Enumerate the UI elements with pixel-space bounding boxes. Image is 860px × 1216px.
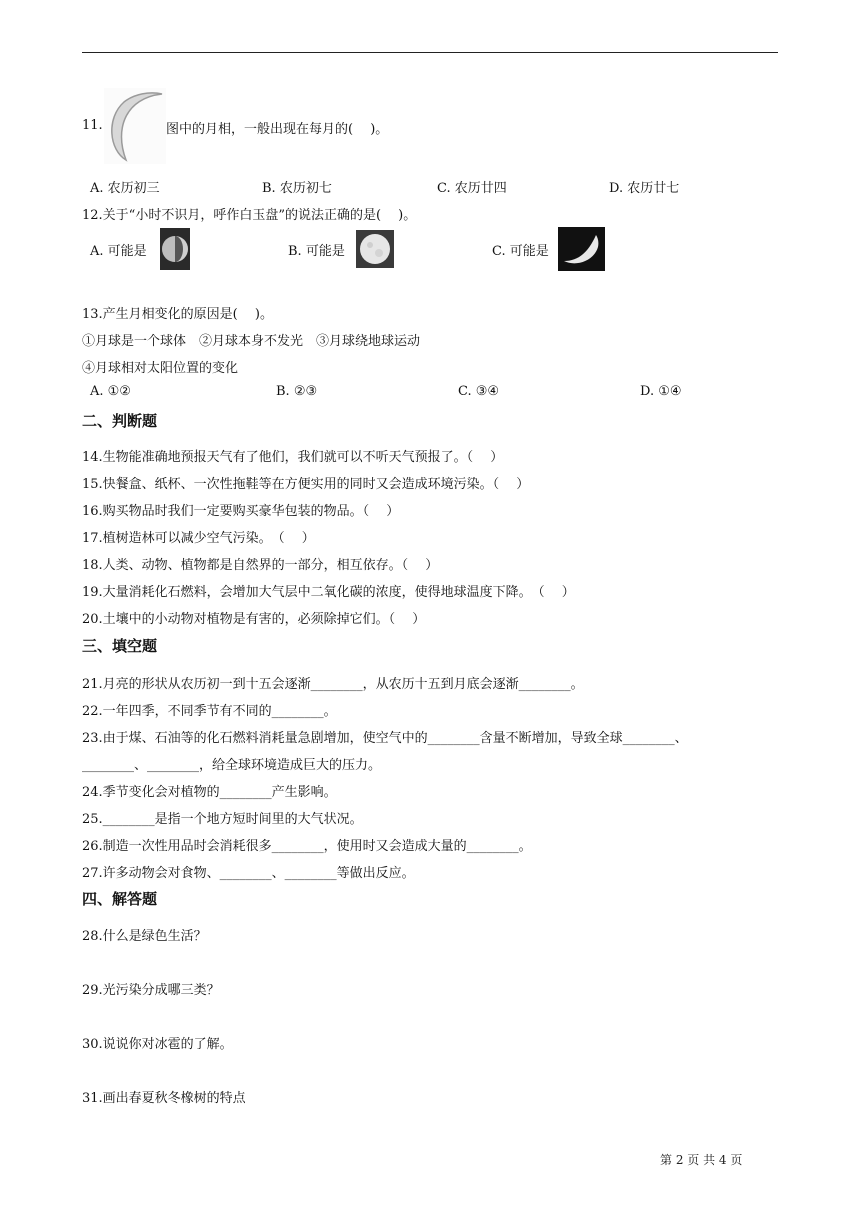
full-moon-image [356, 230, 394, 268]
judge-item-14: 14.生物能准确地预报天气有了他们，我们就可以不听天气预报了。（ ） [82, 450, 504, 465]
fill-item-21: 21.月亮的形状从农历初一到十五会逐渐________，从农历十五到月底会逐渐________。 [82, 677, 584, 692]
fill-item-24: 24.季节变化会对植物的________产生影响。 [82, 785, 337, 800]
crescent-moon-image [104, 88, 166, 164]
q11-option-b[interactable]: B. 农历初七 [262, 181, 332, 196]
fill-item-26: 26.制造一次性用品时会消耗很多________，使用时又会造成大量的________。 [82, 839, 532, 854]
judge-item-20: 20.土壤中的小动物对植物是有害的，必须除掉它们。（ ） [82, 612, 426, 627]
answer-item-31: 31.画出春夏秋冬橡树的特点 [82, 1091, 246, 1106]
q11-option-a[interactable]: A. 农历初三 [90, 181, 160, 196]
section2-title: 二、判断题 [82, 412, 158, 430]
q11-number: 11. [82, 118, 103, 133]
judge-item-19: 19.大量消耗化石燃料，会增加大气层中二氧化碳的浓度，使得地球温度下降。 （ ） [82, 585, 575, 600]
header-rule [82, 52, 778, 53]
q11-option-c[interactable]: C. 农历廿四 [437, 181, 507, 196]
answer-item-29: 29.光污染分成哪三类？ [82, 983, 220, 998]
fill-item-23-continued: ________、________，给全球环境造成巨大的压力。 [82, 758, 382, 773]
q12-option-b[interactable]: B. 可能是 [288, 244, 345, 259]
answer-item-30: 30.说说你对冰雹的了解。 [82, 1037, 233, 1052]
q13-option-a[interactable]: A. ①② [90, 384, 131, 399]
half-moon-image [160, 228, 190, 270]
q13-option-b[interactable]: B. ②③ [276, 384, 318, 399]
fill-item-25: 25.________是指一个地方短时间里的大气状况。 [82, 812, 363, 827]
fill-item-22: 22.一年四季，不同季节有不同的________。 [82, 704, 337, 719]
q13-option-d[interactable]: D. ①④ [640, 384, 682, 399]
judge-item-18: 18.人类、动物、植物都是自然界的一部分，相互依存。（ ） [82, 558, 439, 573]
q13-option-c[interactable]: C. ③④ [458, 384, 500, 399]
q11-stem: 图中的月相，一般出现在每月的( )。 [166, 122, 389, 137]
judge-item-15: 15.快餐盒、纸杯、一次性拖鞋等在方便实用的同时又会造成环境污染。（ ） [82, 477, 530, 492]
q13-stem: 13.产生月相变化的原因是( )。 [82, 307, 273, 322]
section3-title: 三、填空题 [82, 637, 158, 655]
fill-item-23: 23.由于煤、石油等的化石燃料消耗量急剧增加，使空气中的________含量不断增加，导致全球________、 [82, 731, 688, 746]
answer-item-28: 28.什么是绿色生活？ [82, 929, 207, 944]
q13-statement-line1: ①月球是一个球体 ②月球本身不发光 ③月球绕地球运动 [82, 334, 421, 349]
q12-option-c[interactable]: C. 可能是 [492, 244, 549, 259]
fill-item-27: 27.许多动物会对食物、________、________等做出反应。 [82, 866, 415, 881]
crescent-night-moon-image [558, 227, 605, 271]
judge-item-17: 17.植树造林可以减少空气污染。 （ ） [82, 531, 315, 546]
section4-title: 四、解答题 [82, 890, 158, 908]
q13-statement-line2: ④月球相对太阳位置的变化 [82, 361, 239, 376]
q11-option-d[interactable]: D. 农历廿七 [609, 181, 680, 196]
q12-stem: 12.关于“小时不识月，呼作白玉盘”的说法正确的是( )。 [82, 208, 417, 223]
q12-option-a[interactable]: A. 可能是 [90, 244, 147, 259]
page-number: 第 2 页 共 4 页 [660, 1153, 743, 1167]
judge-item-16: 16.购买物品时我们一定要购买豪华包装的物品。（ ） [82, 504, 400, 519]
